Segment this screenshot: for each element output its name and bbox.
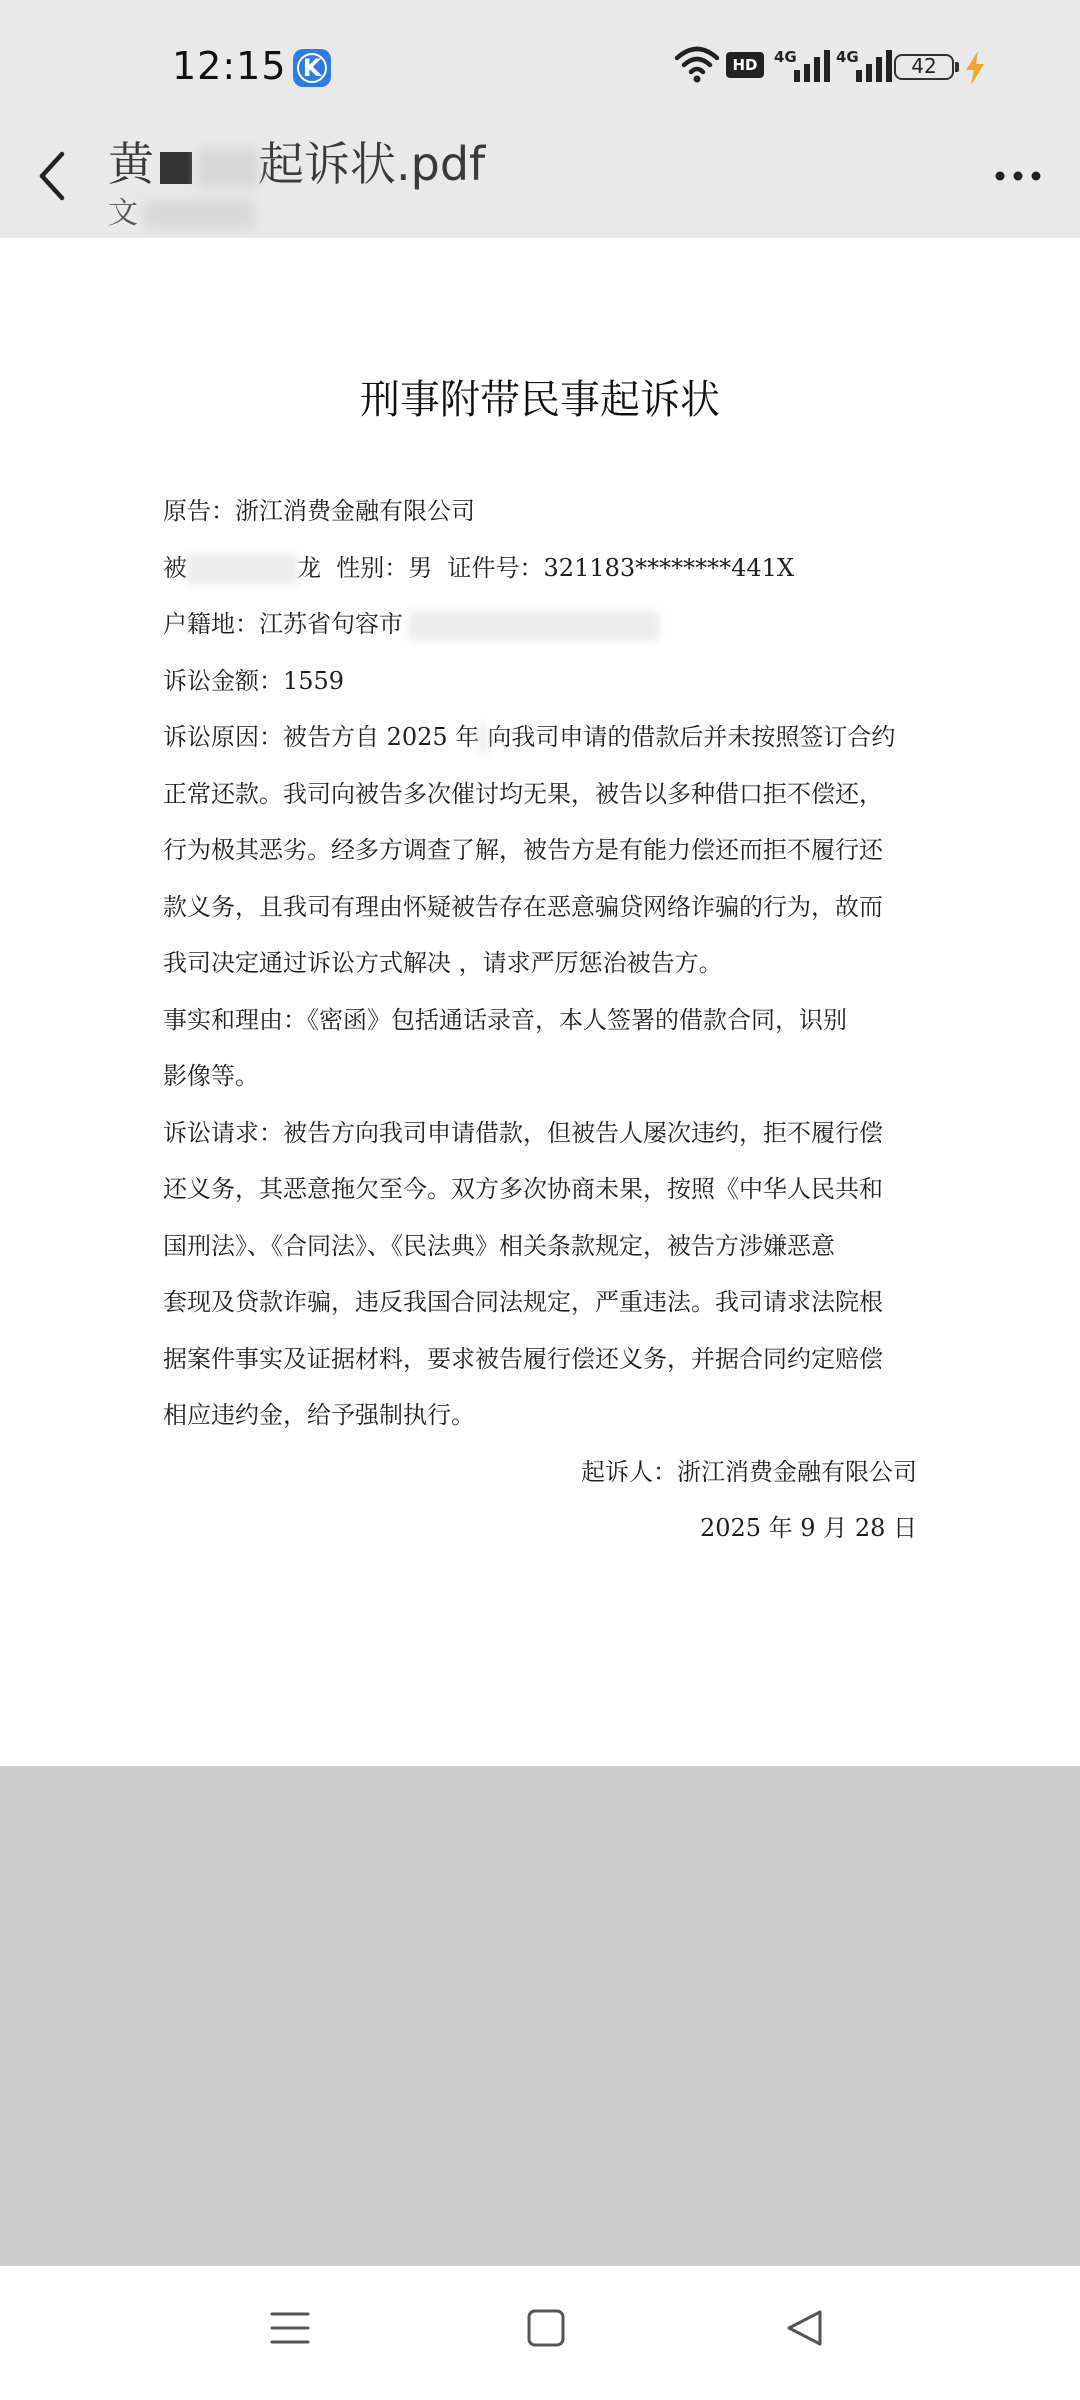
redaction-blur xyxy=(198,148,258,188)
more-options-icon[interactable] xyxy=(994,170,1042,182)
cause-line-1: 诉讼原因：被告方自 2025 年 向我司申请的借款后并未按照签订合约 xyxy=(163,709,917,766)
redaction-blur xyxy=(187,554,297,584)
title-start: 黄 xyxy=(108,137,154,191)
status-time: 12:15 xyxy=(172,44,287,88)
k-app-icon: K xyxy=(293,49,331,87)
document-heading: 刑事附带民事起诉状 xyxy=(360,377,720,423)
document-subtitle: 文 xyxy=(108,188,254,232)
title-end: 起诉状.pdf xyxy=(258,137,486,191)
request-line: 诉讼请求：被告方向我司申请借款，但被告人屡次违约，拒不履行偿 xyxy=(163,1118,883,1147)
top-bar: 12:15 K HD 4G 4G 42 黄 起诉状.pdf 文 xyxy=(0,0,1080,238)
charging-bolt-icon xyxy=(964,50,986,86)
facts-line: 事实和理由：《密函》包括通话录音，本人签署的借款合同，识别 xyxy=(163,1005,847,1034)
wifi-icon xyxy=(674,44,720,84)
navigation-bar xyxy=(0,2266,1080,2400)
defendant-line: 被 龙 性别：男 证件号：321183********441X xyxy=(163,540,917,597)
cause-line: 我司决定通过诉讼方式解决 ，请求严厉惩治被告方。 xyxy=(163,949,723,977)
amount-line: 诉讼金额：1559 xyxy=(163,666,345,695)
request-line: 还义务，其恶意拖欠至今。双方多次协商未果，按照《中华人民共和 xyxy=(163,1175,883,1203)
date-line: 2025 年 9 月 28 日 xyxy=(699,1514,917,1542)
document-title xyxy=(108,128,485,194)
document-body xyxy=(163,483,917,1557)
pdf-page[interactable] xyxy=(0,238,1080,1766)
home-square-icon[interactable] xyxy=(526,2308,566,2348)
battery-icon: 42 xyxy=(894,54,954,80)
cause-line: 行为极其恶劣。经多方调查了解，被告方是有能力偿还而拒不履行还 xyxy=(163,836,883,864)
redaction-block xyxy=(160,152,192,184)
facts-line: 影像等。 xyxy=(163,1062,259,1090)
plaintiff-line: 原告：浙江消费金融有限公司 xyxy=(163,497,475,525)
request-line: 据案件事实及证据材料，要求被告履行偿还义务，并据合同约定赔偿 xyxy=(163,1344,883,1373)
subtitle-redaction xyxy=(144,201,254,229)
request-line: 国刑法》、《合同法》、《民法典》相关条款规定，被告方涉嫌恶意 xyxy=(163,1231,835,1260)
back-triangle-icon[interactable] xyxy=(784,2308,824,2348)
cause-line: 款义务，且我司有理由怀疑被告存在恶意骗贷网络诈骗的行为，故而 xyxy=(163,892,883,921)
redaction-blur xyxy=(409,611,659,641)
signer-line: 起诉人：浙江消费金融有限公司 xyxy=(581,1457,917,1486)
request-line: 相应违约金，给予强制执行。 xyxy=(163,1401,475,1429)
back-arrow-icon[interactable] xyxy=(30,148,78,204)
menu-icon[interactable] xyxy=(270,2308,310,2348)
hd-voice-icon: HD xyxy=(726,52,764,78)
cause-line: 正常还款。我司向被告多次催讨均无果，被告以多种借口拒不偿还， xyxy=(163,779,883,808)
household-line: 户籍地：江苏省句容市 xyxy=(163,596,917,653)
request-line: 套现及贷款诈骗，违反我国合同法规定，严重违法。我司请求法院根 xyxy=(163,1288,883,1316)
